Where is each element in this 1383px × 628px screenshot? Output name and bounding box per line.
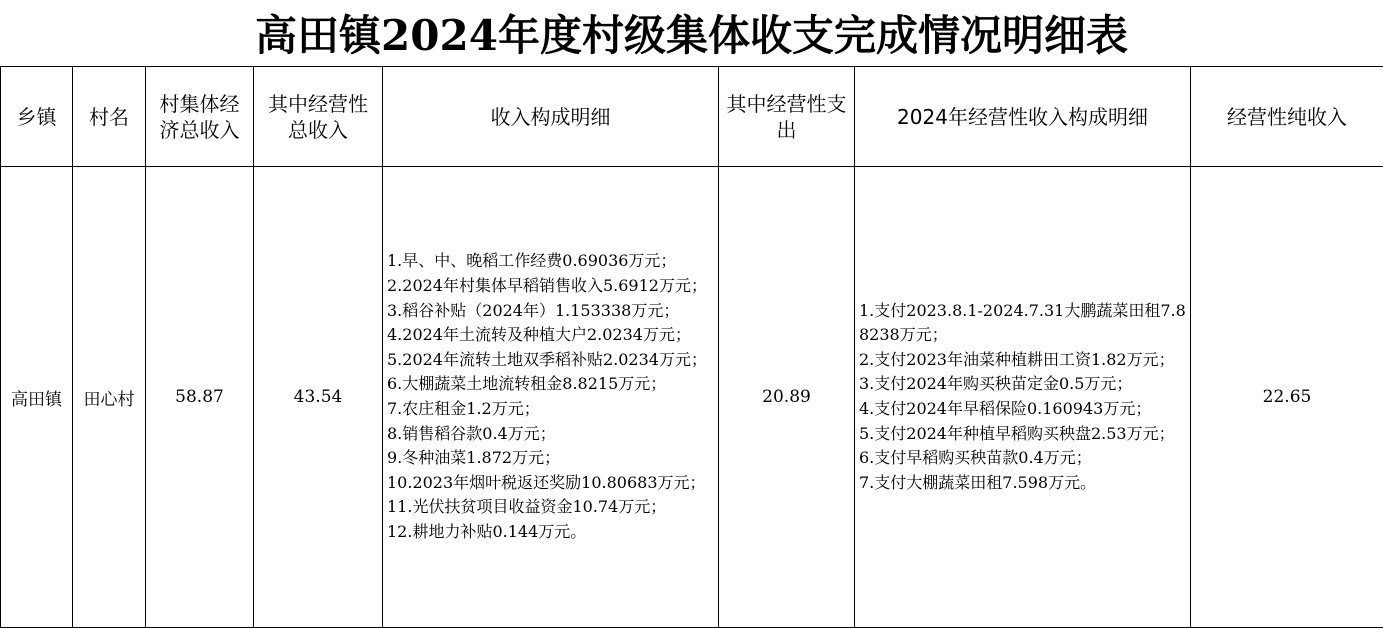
list-item: 4.支付2024年早稻保险0.160943万元；	[859, 397, 1186, 422]
list-item: 5.支付2024年种植早稻购买秧盘2.53万元；	[859, 422, 1186, 447]
list-item: 7.支付大棚蔬菜田租7.598万元。	[859, 471, 1186, 496]
list-item: 8.销售稻谷款0.4万元；	[387, 422, 714, 447]
list-item: 6.大棚蔬菜土地流转租金8.8215万元；	[387, 372, 714, 397]
expense-detail-list	[855, 299, 1190, 496]
list-item: 5.2024年流转土地双季稻补贴2.0234万元；	[387, 348, 714, 373]
header-operating-income	[254, 67, 383, 167]
header-operating-expense-label: 其中经营性支出	[719, 91, 854, 143]
page-title: 高田镇2024年度村级集体收支完成情况明细表	[0, 0, 1383, 66]
list-item: 3.支付2024年购买秧苗定金0.5万元；	[859, 372, 1186, 397]
list-item: 3.稻谷补贴（2024年）1.153338万元；	[387, 299, 714, 324]
header-operating-expense	[719, 67, 855, 167]
list-item: 12.耕地力补贴0.144万元。	[387, 520, 714, 545]
cell-town: 高田镇	[1, 167, 73, 628]
list-item: 10.2023年烟叶税返还奖励10.80683万元；	[387, 471, 714, 496]
header-net-income: 经营性纯收入	[1191, 67, 1383, 167]
list-item: 2.支付2023年油菜种植耕田工资1.82万元；	[859, 348, 1186, 373]
summary-table	[0, 66, 1383, 628]
cell-income-detail	[383, 167, 719, 628]
list-item: 9.冬种油菜1.872万元；	[387, 446, 714, 471]
header-income-detail: 收入构成明细	[383, 67, 719, 167]
cell-operating-income: 43.54	[254, 167, 383, 628]
list-item: 6.支付早稻购买秧苗款0.4万元；	[859, 446, 1186, 471]
header-operating-income-label: 其中经营性总收入	[254, 91, 382, 143]
cell-operating-expense: 20.89	[719, 167, 855, 628]
cell-operating-expense-detail	[855, 167, 1191, 628]
cell-total-income: 58.87	[146, 167, 254, 628]
header-town: 乡镇	[1, 67, 73, 167]
list-item: 11.光伏扶贫项目收益资金10.74万元；	[387, 495, 714, 520]
header-total-income-label: 村集体经济总收入	[146, 91, 253, 143]
header-village: 村名	[73, 67, 146, 167]
list-item: 4.2024年土流转及种植大户2.0234万元；	[387, 323, 714, 348]
list-item: 2.2024年村集体早稻销售收入5.6912万元；	[387, 274, 714, 299]
list-item: 1.支付2023.8.1-2024.7.31大鹏蔬菜田租7.88238万元；	[859, 299, 1186, 348]
list-item: 1.早、中、晚稻工作经费0.69036万元；	[387, 249, 714, 274]
cell-net-income: 22.65	[1191, 167, 1383, 628]
header-operating-expense-detail: 2024年经营性收入构成明细	[855, 67, 1191, 167]
list-item: 7.农庄租金1.2万元；	[387, 397, 714, 422]
header-row	[1, 67, 1383, 167]
cell-village: 田心村	[73, 167, 146, 628]
header-total-income	[146, 67, 254, 167]
table-row	[1, 167, 1383, 628]
income-detail-list	[383, 249, 718, 544]
